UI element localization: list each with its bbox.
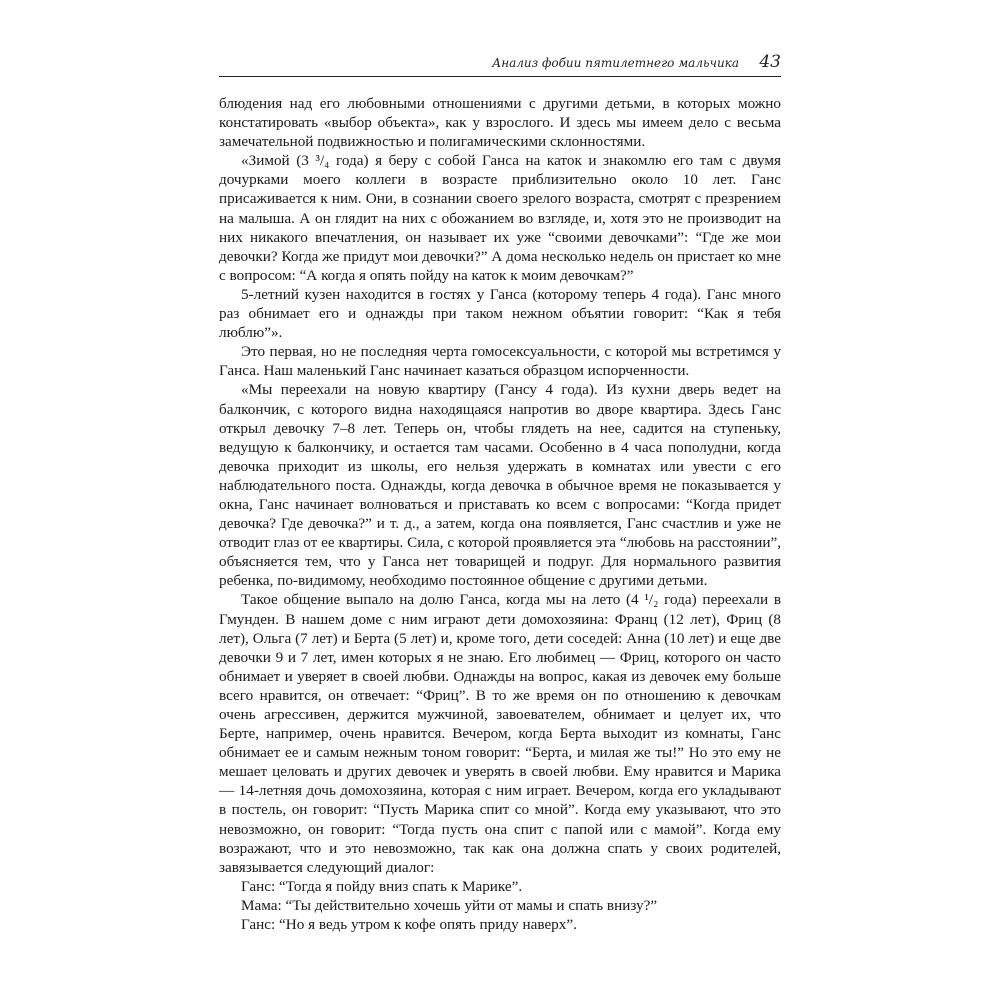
paragraph-gmunden: Такое общение выпало на долю Ганса, когда мы на лето (4 ¹/₂ года) переехали в Гмунден. В нашем доме с ним играют дети домохозяина: Франц (12 лет), Фриц (8 лет), Ольга (7 лет) и Берта (5 лет) и, кроме того, дети соседей: Анна (10 лет) и еще две девочки 9 и 7 лет, имен которых я не знаю. Его любимец — Фриц, которого он часто обнимает и уверяет в своей любви. Однажды на вопрос, какая из девочек ему больше всего нравится, он отвечает: “Фриц”. В то же время он по отношению к девочкам очень агрессивен, держится мужчиной, завоевателем, обнимает и целует их, что Берте, например, очень нравится. Вечером, когда Берта выходит из комнаты, Ганс обнимает ее и самым нежным тоном говорит: “Берта, и милая же ты!” Но это ему не мешает целовать и других девочек и уверять в своей любви. Ему нравится и Марика — 14-летняя дочь домохозяина, которая с ним играет. Вечером, когда его укладывают в постель, он говорит: “Пусть Марика спит со мной”. Когда ему указывают, что это невозможно, он говорит: “Тогда пусть она спит с папой или с мамой”. Когда ему возражают, что и это невозможно, так как она должна спать у своих родителей, завязывается следующий диалог: (219, 591, 781, 876)
dialogue-line-hans-1: Ганс: “Тогда я пойду вниз спать к Марике”. (241, 877, 523, 895)
paragraph-homosexuality: Это первая, но не последняя черта гомосексуальности, с которой мы встретимся у Ганса. Наш маленький Ганс начинает казаться образцом испорченности. (219, 343, 781, 380)
page-number: 43 (759, 52, 781, 72)
dialogue-line-hans-2: Ганс: “Но я ведь утром к кофе опять приду наверх”. (241, 916, 577, 934)
paragraph-continuation: блюдения над его любовными отношениями с другими детьми, в которых можно констатировать «выбор объекта», как у взрослого. И здесь мы имеем дело с весьма замечательной подвижностью и полигамическими склонностями. (219, 95, 781, 151)
running-head-title: Анализ фобии пятилетнего мальчика (492, 56, 739, 70)
paragraph-new-apartment: «Мы переехали на новую квартиру (Гансу 4 года). Из кухни дверь ведет на балкончик, с которого видна находящаяся напротив во дворе квартира. Здесь Ганс открыл девочку 7–8 лет. Теперь он, чтобы глядеть на нее, садится на ступеньку, ведущую к балкончику, и остается там часами. Особенно в 4 часа пополудни, когда девочка приходит из школы, его нельзя удержать в комнатах или увести с его наблюдательного поста. Однажды, когда девочка в обычное время не показывается у окна, Ганс начинает волноваться и приставать ко всем с вопросами: “Когда придет девочка? Где девочка?” и т. д., а затем, когда она появляется, Ганс счастлив и уже не отводит глаз от ее квартиры. Сила, с которой проявляется эта “любовь на расстоянии”, объясняется тем, что у Ганса нет товарищей и подруг. Для нормального развития ребенка, по-видимому, необходимо постоянное общение с другими детьми. (219, 381, 781, 590)
paragraph-cousin: 5-летний кузен находится в гостях у Ганса (которому теперь 4 года). Ганс много раз обнимает его и однажды при таком нежном объятии говорит: “Как я тебя люблю”». (219, 285, 781, 342)
body-text (219, 94, 781, 934)
dialogue-line-mama: Мама: “Ты действительно хочешь уйти от мамы и спать внизу?” (241, 896, 658, 914)
running-head (219, 50, 781, 77)
paragraph-skating-rink: «Зимой (3 ³/₄ года) я беру с собой Ганса на каток и знакомлю его там с двумя дочурками моего коллеги в возрасте приблизительно около 10 лет. Ганс присаживается к ним. Они, в сознании своего зрелого возраста, смотрят с презрением на малыша. А он глядит на них с обожанием во взгляде, и, хотя это не производит на них никакого впечатления, он называет их уже “своими девочками”: “Где же мои девочки? Когда же придут мои девочки?” А дома несколько недель он пристает ко мне с вопросом: “А когда я опять пойду на каток к моим девочкам?” (219, 152, 781, 284)
